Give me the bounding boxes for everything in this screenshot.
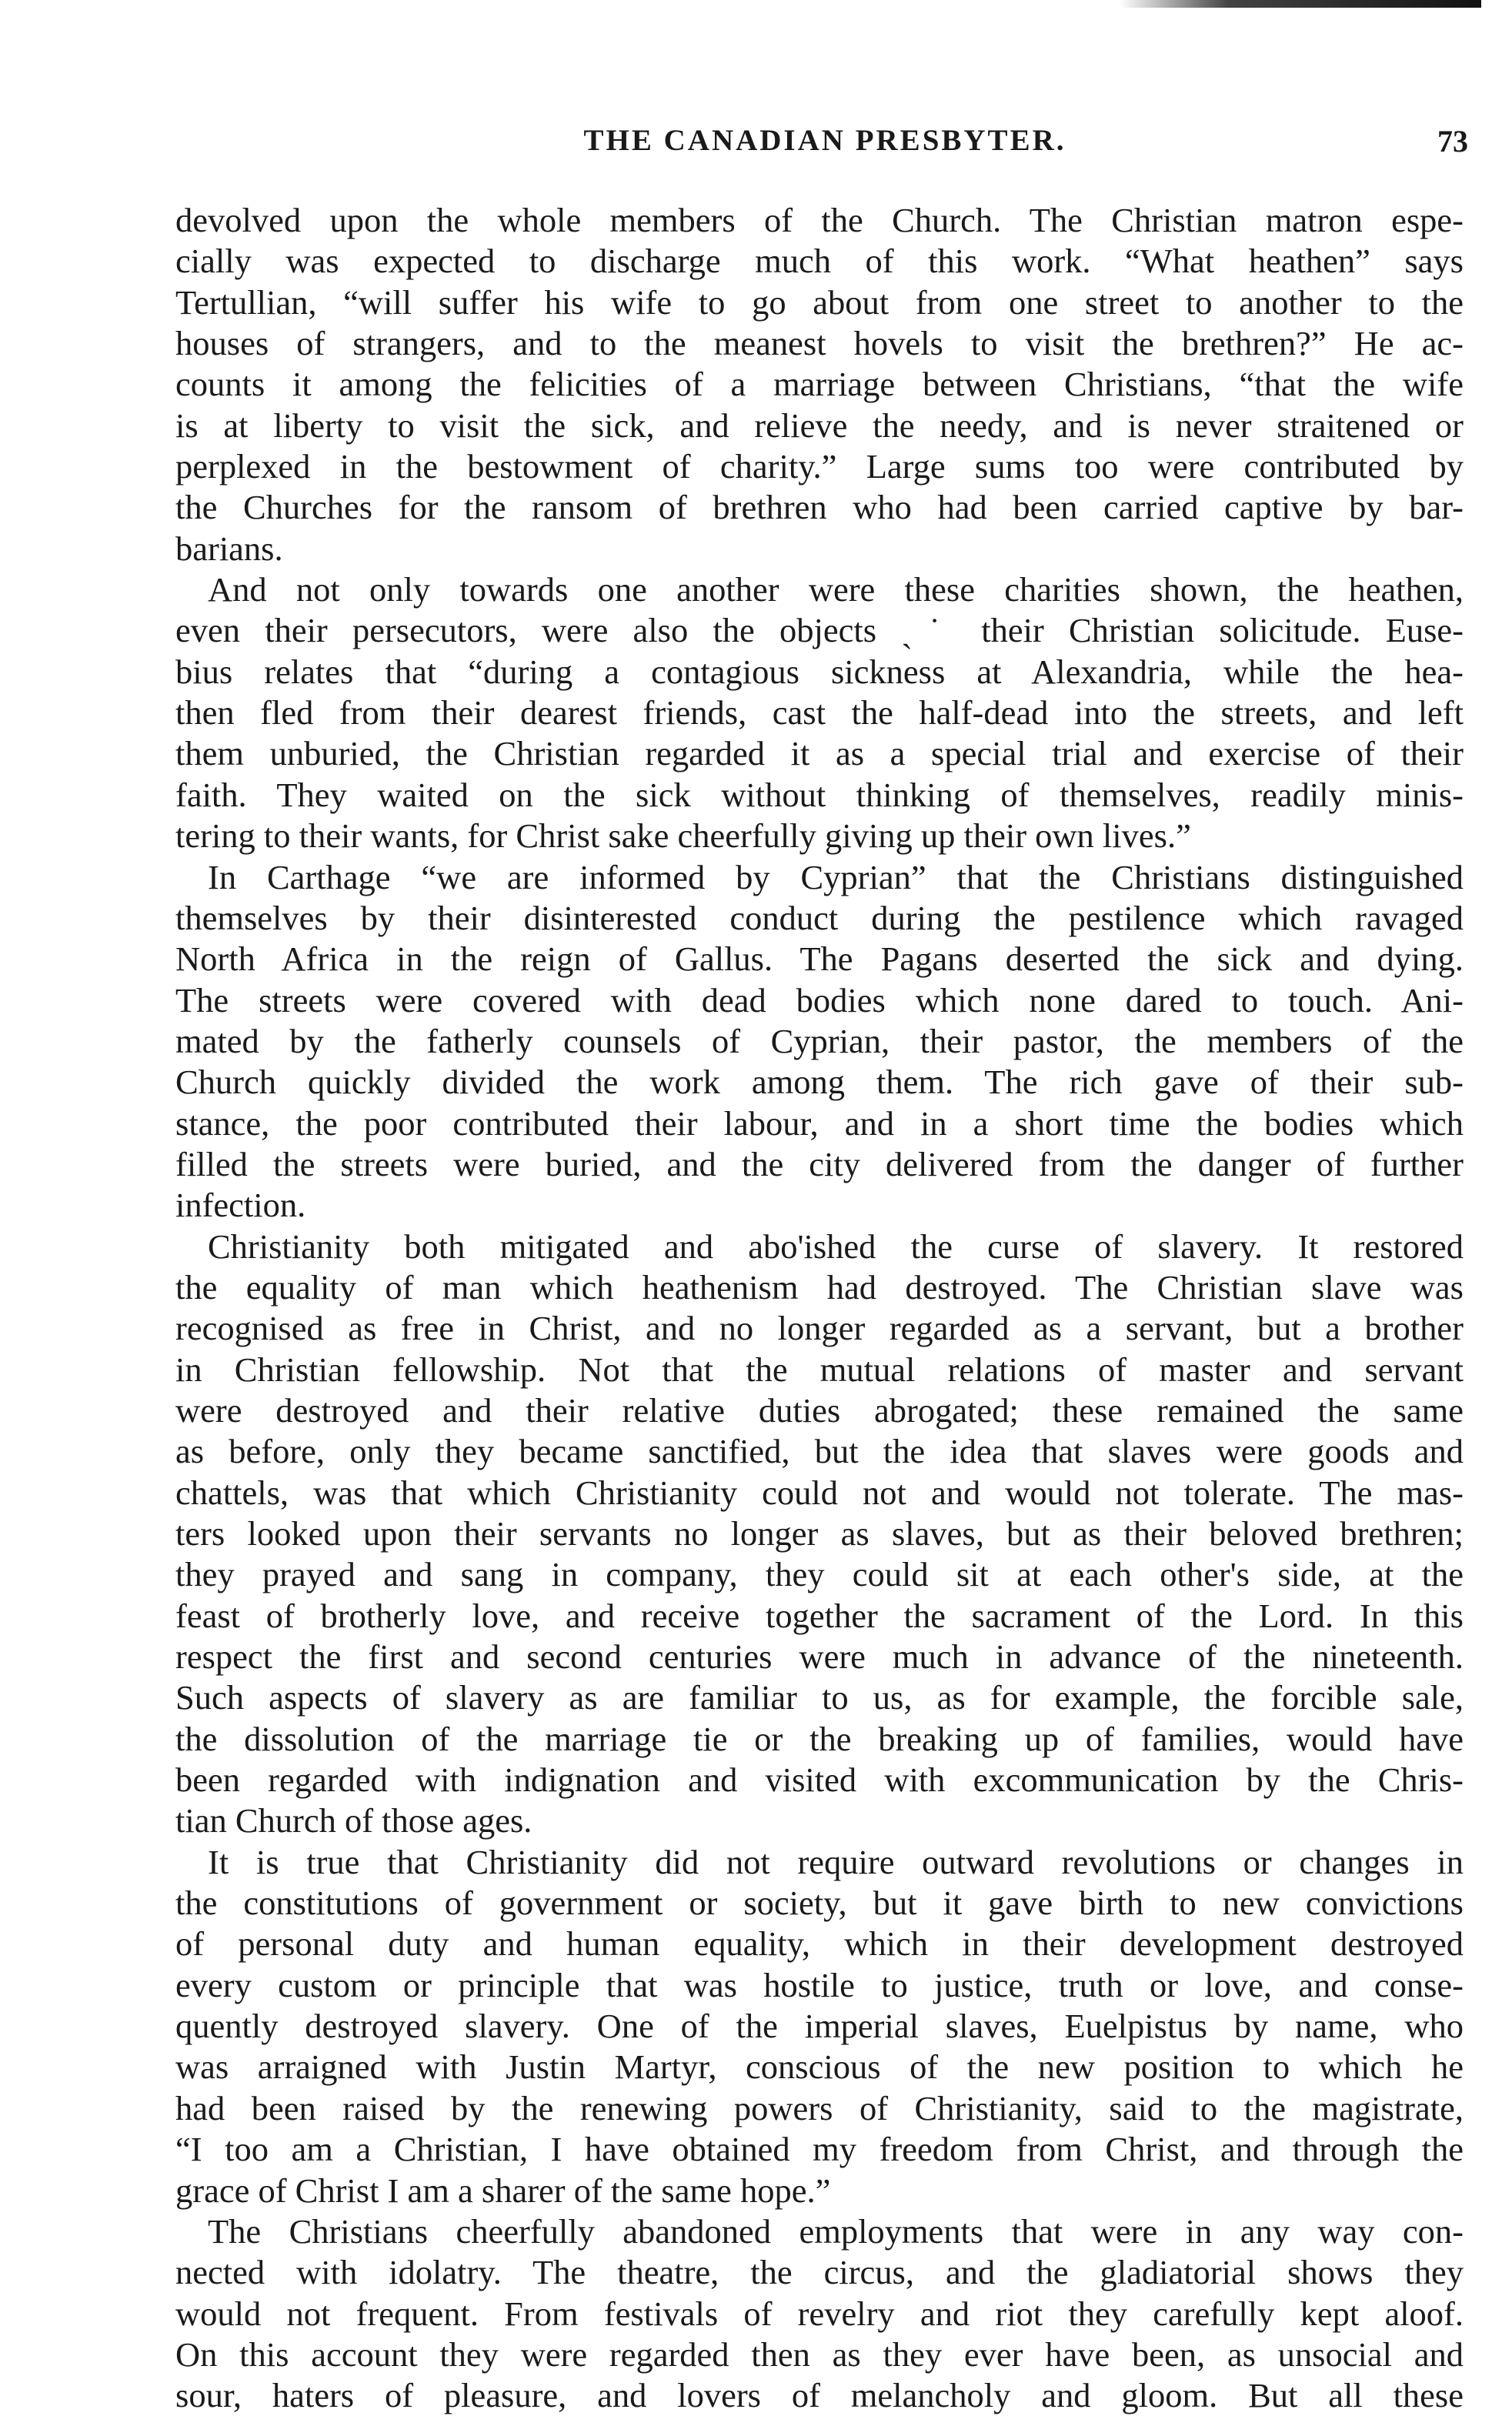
text-line: then fled from their dearest friends, cast the half-dead into the streets, and left xyxy=(175,693,1464,732)
text-line: they prayed and sang in company, they could sit at each other's side, at the xyxy=(175,1555,1464,1594)
text-line: was arraigned with Justin Martyr, conscious of the new position to which he xyxy=(175,2047,1464,2087)
text-line: chattels, was that which Christianity could not and would not tolerate. The mas- xyxy=(175,1473,1464,1512)
text-line: grace of Christ I am a sharer of the same hope.” xyxy=(175,2171,831,2210)
text-line: the constitutions of government or society, but it gave birth to new convictions xyxy=(175,1884,1464,1923)
text-line: And not only towards one another were these charities shown, the heathen, xyxy=(208,570,1464,609)
text-line: On this account they were regarded then as they ever have been, as unsocial and xyxy=(175,2334,1464,2374)
text-line: even their persecutors, were also the objects ˎ˙ their Christian solicitude. Euse- xyxy=(175,611,1464,650)
text-line: them unburied, the Christian regarded it as a special trial and exercise of their xyxy=(175,734,1464,773)
scan-edge-mark xyxy=(1120,0,1481,8)
text-line: Tertullian, “will suffer his wife to go about from one street to another to the xyxy=(175,282,1464,322)
text-line: Church quickly divided the work among them. The rich gave of their sub- xyxy=(175,1063,1464,1102)
text-line: themselves by their disinterested conduct during the pestilence which ravaged xyxy=(175,898,1464,937)
text-line: ters looked upon their servants no longer as slaves, but as their beloved brethren; xyxy=(175,1514,1464,1553)
text-line: stance, the poor contributed their labour, and in a short time the bodies which xyxy=(175,1103,1464,1143)
body-text xyxy=(175,200,1464,2417)
text-line: been regarded with indignation and visited with excommunication by the Chris- xyxy=(175,1760,1464,1800)
text-line: in Christian fellowship. Not that the mutual relations of master and servant xyxy=(175,1350,1464,1389)
text-line: every custom or principle that was hostile to justice, truth or love, and conse- xyxy=(175,1965,1464,2004)
text-line: perplexed in the bestowment of charity.” Large sums too were contributed by xyxy=(175,447,1464,486)
text-line: Christianity both mitigated and abo'ished the curse of slavery. It restored xyxy=(208,1226,1464,1266)
text-line: quently destroyed slavery. One of the imperial slaves, Euelpistus by name, who xyxy=(175,2007,1464,2046)
text-line: of personal duty and human equality, which in their development destroyed xyxy=(175,1924,1464,1964)
text-line: North Africa in the reign of Gallus. The Pagans deserted the sick and dying. xyxy=(175,939,1464,979)
text-line: The Christians cheerfully abandoned employments that were in any way con- xyxy=(208,2211,1464,2251)
text-line: recognised as free in Christ, and no longer regarded as a servant, but a brother xyxy=(175,1309,1464,1348)
text-line: were destroyed and their relative duties abrogated; these remained the same xyxy=(175,1390,1464,1430)
text-line: cially was expected to discharge much of this work. “What heathen” says xyxy=(175,242,1464,281)
text-line: counts it among the felicities of a marriage between Christians, “that the wife xyxy=(175,365,1464,404)
text-line: would not frequent. From festivals of revelry and riot they carefully kept aloof. xyxy=(175,2294,1464,2333)
text-line: the Churches for the ransom of brethren who had been carried captive by bar- xyxy=(175,488,1464,527)
text-line: the equality of man which heathenism had destroyed. The Christian slave was xyxy=(175,1267,1464,1306)
running-title: THE CANADIAN PRESBYTER. xyxy=(583,124,1066,157)
text-line: sour, haters of pleasure, and lovers of melancholy and gloom. But all these xyxy=(175,2376,1464,2415)
text-line: barians. xyxy=(175,529,283,568)
text-line: feast of brotherly love, and receive together the sacrament of the Lord. In this xyxy=(175,1596,1464,1635)
text-line: devolved upon the whole members of the Church. The Christian matron espe- xyxy=(175,201,1464,239)
text-line: The streets were covered with dead bodies which none dared to touch. Ani- xyxy=(175,980,1464,1019)
text-line: houses of strangers, and to the meanest hovels to visit the brethren?” He ac- xyxy=(175,324,1464,363)
text-line: is at liberty to visit the sick, and relieve the needy, and is never straitened or xyxy=(175,405,1464,445)
text-line: nected with idolatry. The theatre, the circus, and the gladiatorial shows they xyxy=(175,2253,1464,2292)
text-line: mated by the fatherly counsels of Cyprian, their pastor, the members of the xyxy=(175,1021,1464,1060)
text-line: as before, only they became sanctified, but the idea that slaves were goods and xyxy=(175,1432,1464,1471)
text-line: bius relates that “during a contagious sickness at Alexandria, while the hea- xyxy=(175,652,1464,691)
running-head xyxy=(182,123,1468,169)
text-line: It is true that Christianity did not require outward revolutions or changes in xyxy=(208,1842,1464,1881)
text-line: “I too am a Christian, I have obtained my freedom from Christ, and through the xyxy=(175,2130,1464,2169)
text-line: In Carthage “we are informed by Cyprian” that the Christians distinguished xyxy=(208,857,1464,896)
text-line: Such aspects of slavery as are familiar to us, as for example, the forcible sale, xyxy=(175,1678,1464,1717)
text-line: infection. xyxy=(175,1186,306,1225)
text-line: had been raised by the renewing powers of Christianity, said to the magistrate, xyxy=(175,2088,1464,2127)
text-line: filled the streets were buried, and the city delivered from the danger of further xyxy=(175,1144,1464,1183)
text-line: tian Church of those ages. xyxy=(175,1801,532,1840)
text-line: faith. They waited on the sick without thinking of themselves, readily minis- xyxy=(175,775,1464,814)
text-line: tering to their wants, for Christ sake cheerfully giving up their own lives.” xyxy=(175,816,1191,856)
page-number: 73 xyxy=(1437,124,1468,159)
text-line: the dissolution of the marriage tie or the breaking up of families, would have xyxy=(175,1719,1464,1758)
text-line: respect the first and second centuries were much in advance of the nineteenth. xyxy=(175,1637,1464,1677)
